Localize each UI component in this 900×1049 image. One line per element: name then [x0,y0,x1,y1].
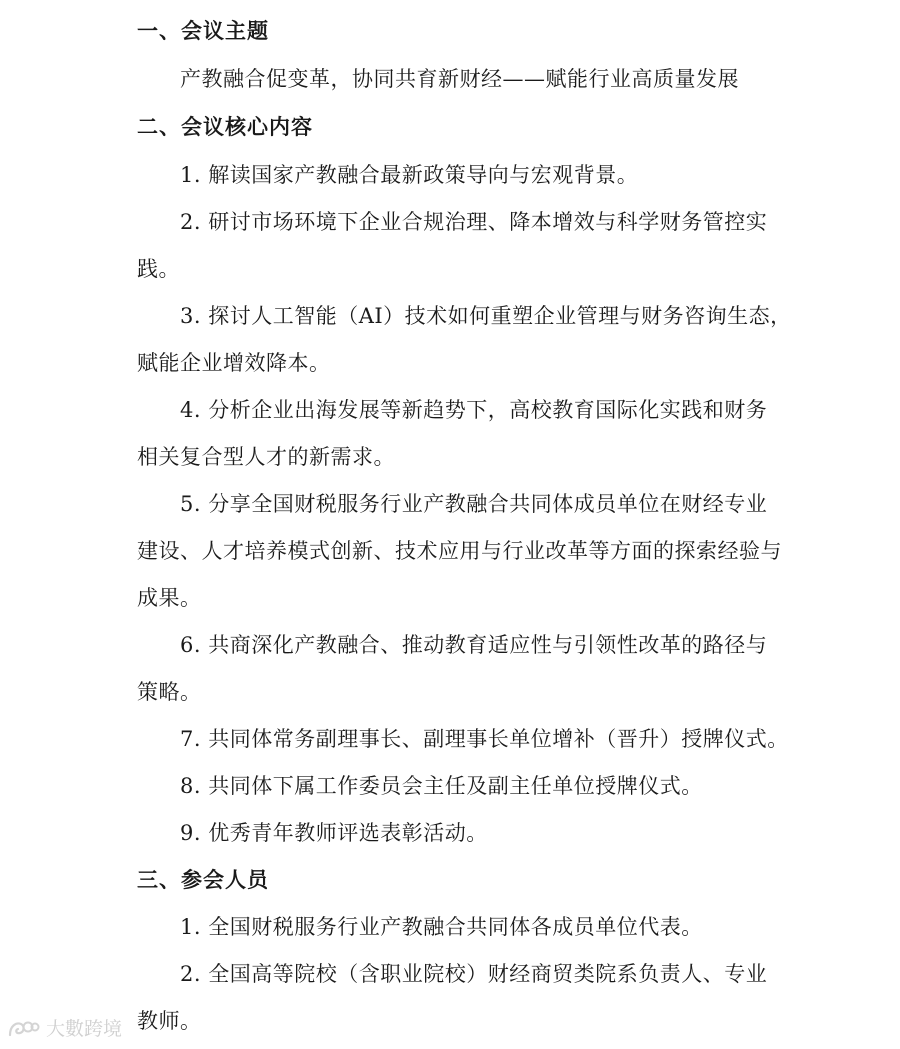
section-heading-core-content: 二、会议核心内容 [137,114,313,139]
attendee-item-1: 1. 全国财税服务行业产教融合共同体各成员单位代表。 [180,915,703,939]
brand-logo-icon [6,1018,40,1040]
core-item-9: 9. 优秀青年教师评选表彰活动。 [180,821,488,845]
watermark [6,1016,122,1042]
attendee-item-2-cont: 教师。 [137,1009,202,1033]
watermark-text: 大數跨境 [46,1018,123,1040]
section-heading-theme: 一、会议主题 [137,18,269,43]
core-item-2-cont: 践。 [137,257,180,281]
core-item-5: 5. 分享全国财税服务行业产教融合共同体成员单位在财经专业 [180,492,768,516]
core-item-2: 2. 研讨市场环境下企业合规治理、降本增效与科学财务管控实 [180,210,768,234]
core-item-8: 8. 共同体下属工作委员会主任及副主任单位授牌仪式。 [180,774,703,798]
core-item-4: 4. 分析企业出海发展等新趋势下，高校教育国际化实践和财务 [180,398,768,422]
core-item-5-cont2: 成果。 [137,586,202,610]
core-item-6: 6. 共商深化产教融合、推动教育适应性与引领性改革的路径与 [180,633,768,657]
section-heading-attendees: 三、参会人员 [137,867,269,892]
attendee-item-2: 2. 全国高等院校（含职业院校）财经商贸类院系负责人、专业 [180,962,768,986]
core-item-6-cont: 策略。 [137,680,202,704]
core-item-3: 3. 探讨人工智能（AI）技术如何重塑企业管理与财务咨询生态， [180,304,792,328]
theme-text: 产教融合促变革，协同共育新财经——赋能行业高质量发展 [180,67,739,91]
core-item-3-cont: 赋能企业增效降本。 [137,351,331,375]
core-item-1: 1. 解读国家产教融合最新政策导向与宏观背景。 [180,163,639,187]
core-item-5-cont: 建设、人才培养模式创新、技术应用与行业改革等方面的探索经验与 [137,539,782,563]
core-item-7: 7. 共同体常务副理事长、副理事长单位增补（晋升）授牌仪式。 [180,727,789,751]
core-item-4-cont: 相关复合型人才的新需求。 [137,445,395,469]
